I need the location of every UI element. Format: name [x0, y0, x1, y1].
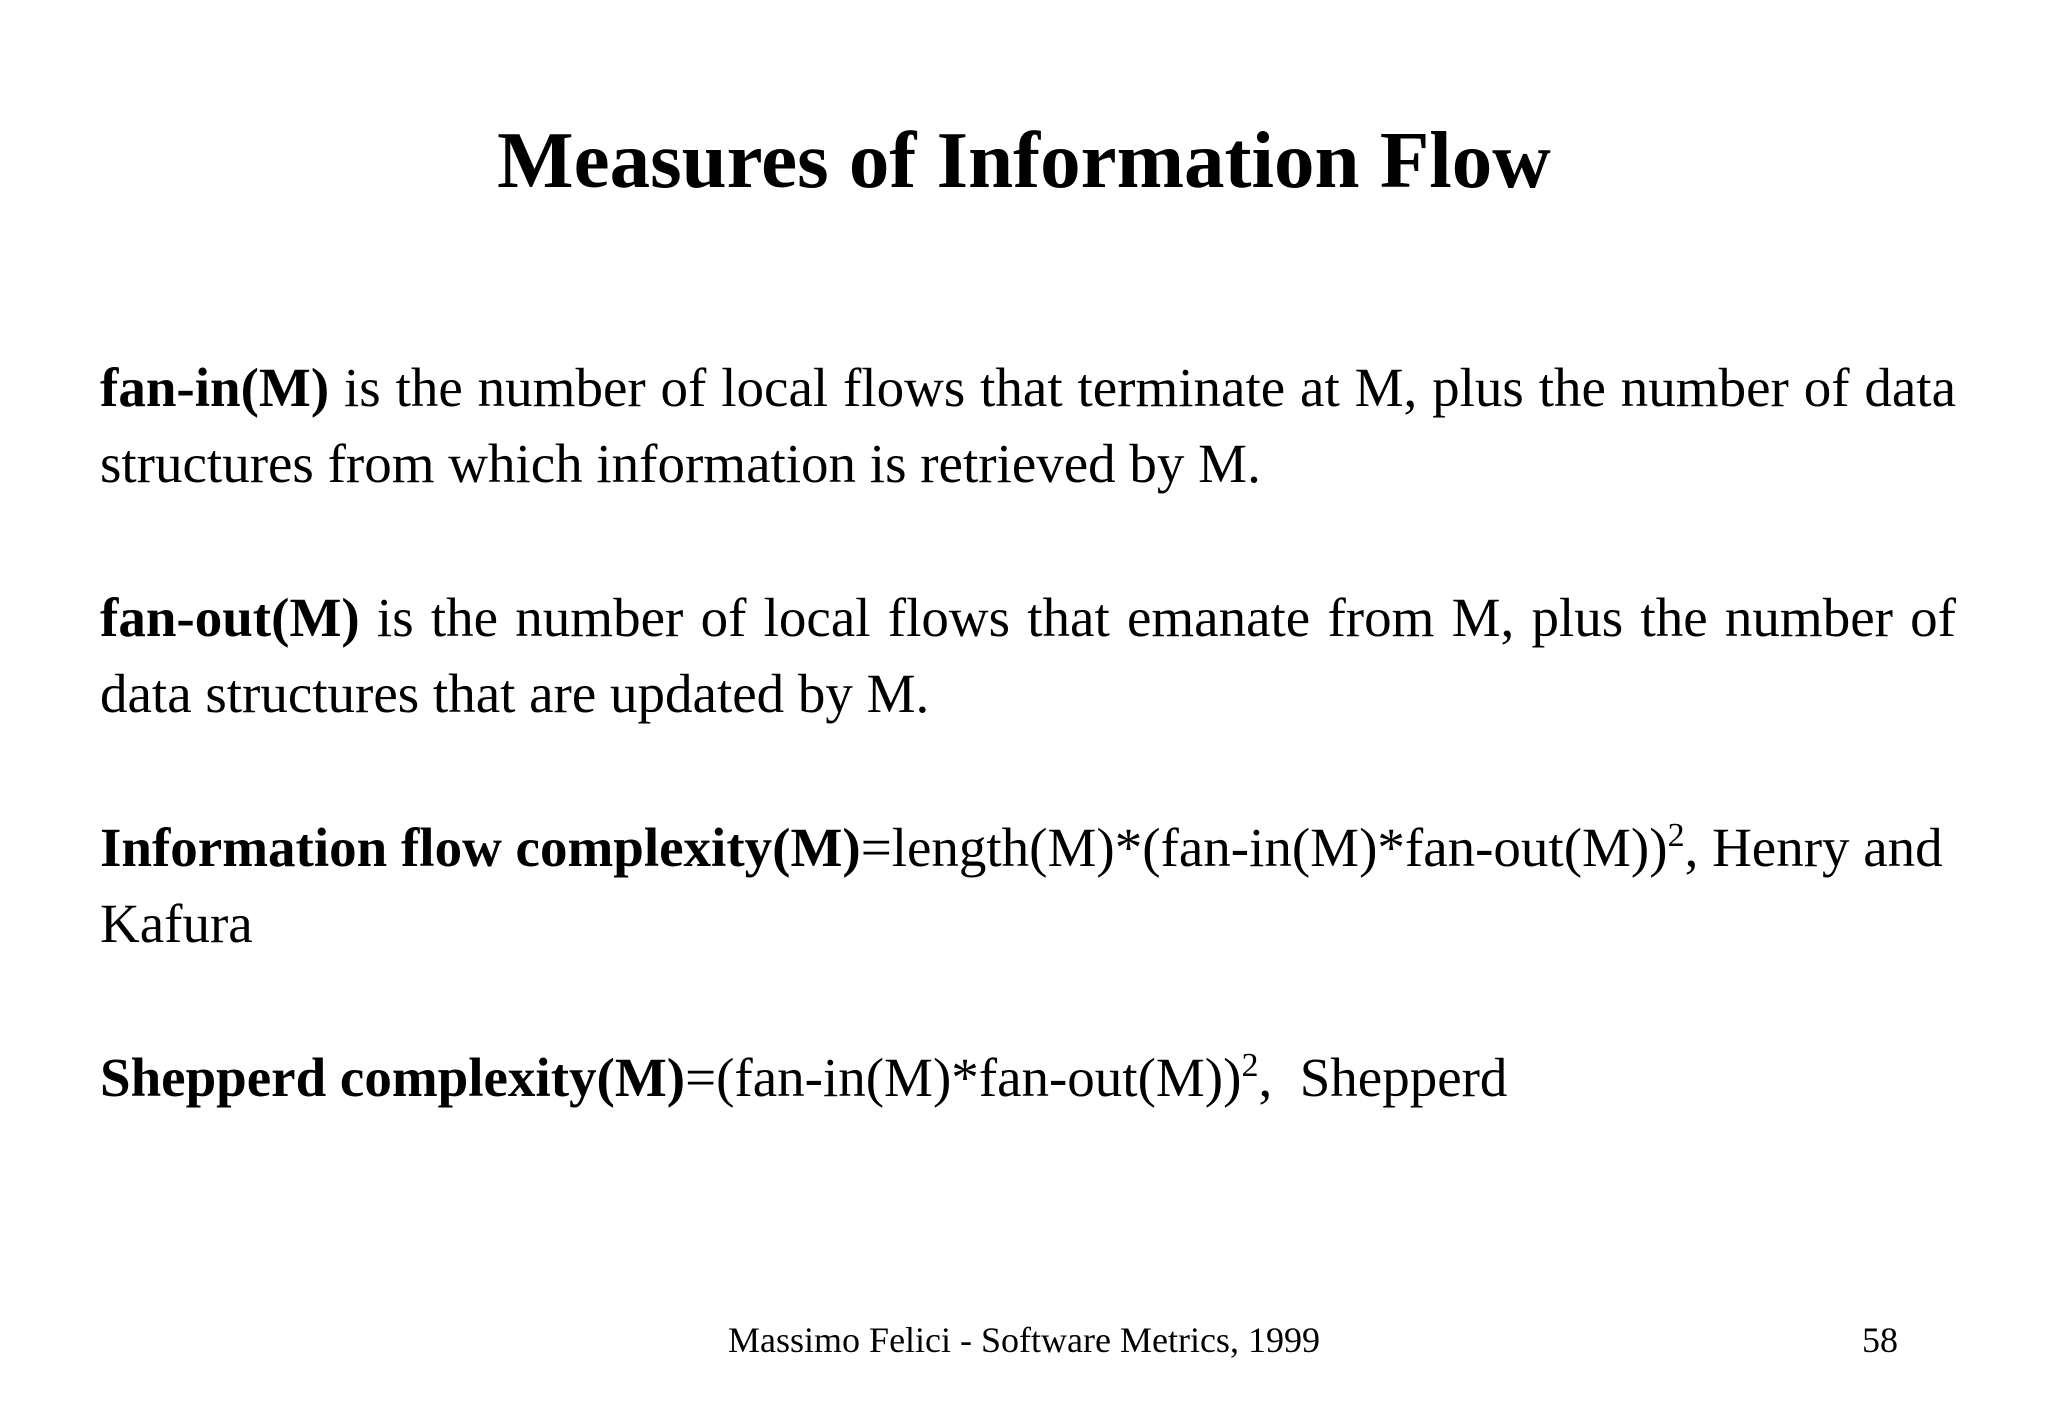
page-number: 58: [1862, 1320, 1898, 1360]
information-flow-exponent: 2: [1667, 817, 1685, 854]
shepperd-attribution: , Shepperd: [1258, 1047, 1508, 1108]
information-flow-term: Information flow complexity(M): [100, 817, 861, 878]
fan-in-definition: [100, 350, 1956, 502]
shepperd-term: Shepperd complexity(M): [100, 1047, 686, 1108]
fan-out-text: is the number of local flows that emanate from M, plus the number of data structures that are updated by M.: [100, 587, 1956, 724]
information-flow-formula: =length(M)*(fan-in(M)*fan-out(M)): [860, 817, 1668, 878]
shepperd-exponent: 2: [1241, 1047, 1259, 1084]
fan-out-term: fan-out(M): [100, 587, 360, 648]
information-flow-attribution: , Henry and Kafura: [100, 817, 1943, 954]
fan-in-text: is the number of local flows that terminate at M, plus the number of data structures from which information is retrieved by M.: [100, 357, 1956, 494]
fan-in-term: fan-in(M): [100, 357, 330, 418]
footer-credit: Massimo Felici - Software Metrics, 1999: [728, 1320, 1320, 1360]
shepperd-formula: =(fan-in(M)*fan-out(M)): [685, 1047, 1242, 1108]
information-flow-complexity: [100, 810, 1956, 962]
slide-title: Measures of Information Flow: [497, 115, 1551, 205]
fan-out-definition: [100, 580, 1956, 732]
shepperd-complexity: [100, 1040, 1956, 1116]
